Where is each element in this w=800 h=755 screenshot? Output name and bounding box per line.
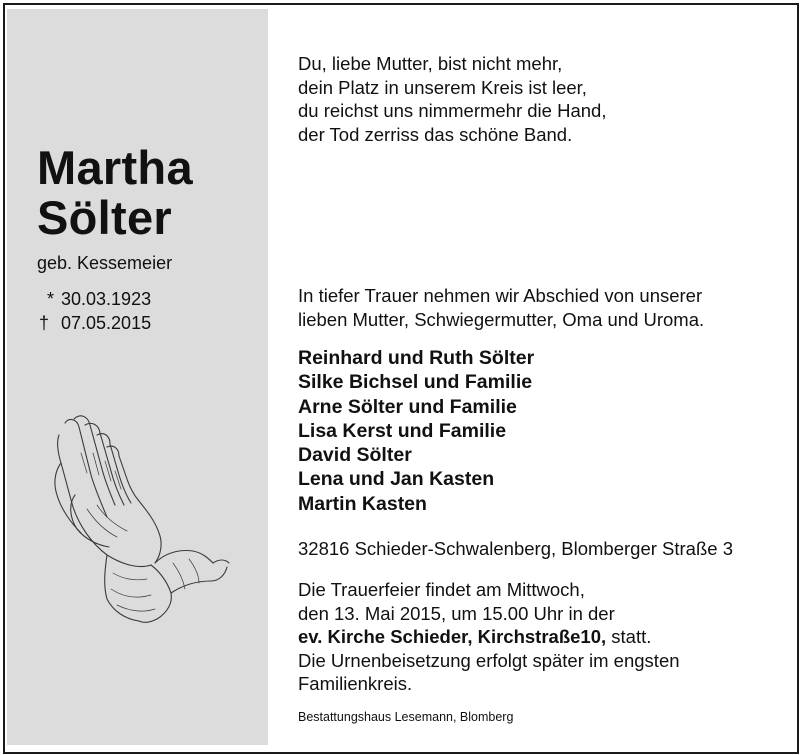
ceremony-line: Die Trauerfeier findet am Mittwoch, [298,579,585,600]
ceremony-line: den 13. Mai 2015, um 15.00 Uhr in der [298,602,615,624]
family-list [298,346,534,516]
poem [298,52,606,146]
death-date-row [37,311,151,335]
intro-line: In tiefer Trauer nehmen wir Abschied von unserer [298,285,703,306]
poem-line: Du, liebe Mutter, bist nicht mehr, [298,53,563,74]
death-date: 07.05.2015 [61,313,152,333]
family-member: Reinhard und Ruth Sölter [298,347,535,369]
death-symbol: † [39,313,50,333]
ceremony-line: Die Urnenbeisetzung erfolgt später im engsten [298,649,680,671]
last-name: Sölter [37,191,172,244]
poem-line: der Tod zerriss das schöne Band. [298,123,573,145]
ceremony-line: Familienkreis. [298,673,413,694]
family-member: Martin Kasten [298,492,427,515]
sidebar-panel [7,9,268,745]
family-member: Lisa Kerst und Familie [298,419,507,442]
ceremony-location-suffix: statt. [606,626,652,647]
poem-line: dein Platz in unserem Kreis ist leer, [298,76,587,98]
life-dates [37,287,151,335]
birth-date-row [37,287,151,311]
family-address: 32816 Schieder-Schwalenberg, Blomberger Straße 3 [298,538,733,559]
praying-hands-icon [47,413,232,628]
family-member: Lena und Jan Kasten [298,468,495,491]
poem-line: du reichst uns nimmermehr die Hand, [298,100,607,121]
obituary-frame [3,3,799,754]
birth-symbol: * [47,289,55,309]
mourning-intro [298,284,704,331]
ceremony-info [298,578,680,696]
family-member: Silke Bichsel und Familie [298,371,533,394]
first-name: Martha [37,141,193,194]
family-member: Arne Sölter und Familie [298,395,517,418]
birth-date: 30.03.1923 [61,289,152,309]
intro-line: lieben Mutter, Schwiegermutter, Oma und Uroma. [298,308,705,330]
funeral-home: Bestattungshaus Lesemann, Blomberg [298,710,514,724]
family-member: David Sölter [298,444,412,467]
ceremony-location-line [298,625,680,649]
ceremony-location: ev. Kirche Schieder, Kirchstraße10, [298,626,607,647]
birth-name: geb. Kessemeier [37,253,173,273]
